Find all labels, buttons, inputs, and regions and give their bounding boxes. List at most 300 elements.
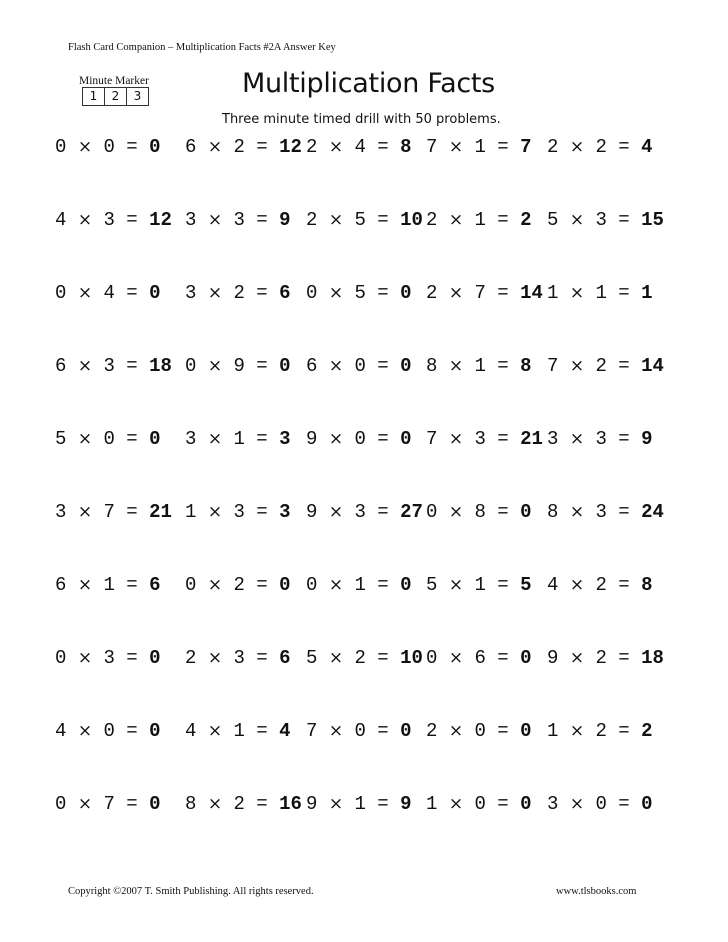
minute-marker-boxes	[82, 87, 149, 106]
times-sign: ×	[448, 429, 464, 449]
equals-sign: =	[126, 720, 138, 742]
problem	[306, 501, 423, 523]
equals-sign: =	[377, 136, 389, 158]
problem	[426, 720, 532, 742]
factor-a: 0	[55, 793, 67, 815]
problem	[55, 647, 161, 669]
answer: 24	[641, 501, 664, 523]
times-sign: ×	[77, 210, 93, 230]
factor-a: 6	[185, 136, 197, 158]
equals-sign: =	[126, 355, 138, 377]
answer: 0	[520, 501, 532, 523]
problem	[185, 355, 291, 377]
answer: 2	[641, 720, 653, 742]
equals-sign: =	[497, 501, 509, 523]
times-sign: ×	[448, 210, 464, 230]
document-header: Flash Card Companion – Multiplication Facts #2A Answer Key	[68, 42, 336, 53]
equals-sign: =	[497, 574, 509, 596]
factor-a: 1	[185, 501, 197, 523]
problem	[426, 501, 532, 523]
factor-a: 8	[185, 793, 197, 815]
equals-sign: =	[497, 720, 509, 742]
factor-a: 0	[185, 355, 197, 377]
factor-a: 0	[55, 136, 67, 158]
factor-a: 5	[426, 574, 438, 596]
equals-sign: =	[497, 793, 509, 815]
times-sign: ×	[207, 502, 223, 522]
problem	[185, 282, 291, 304]
factor-b: 0	[103, 720, 115, 742]
factor-b: 5	[354, 209, 366, 231]
factor-a: 3	[547, 428, 559, 450]
times-sign: ×	[328, 648, 344, 668]
factor-b: 0	[354, 355, 366, 377]
answer: 0	[520, 720, 532, 742]
answer: 9	[400, 793, 412, 815]
minute-box-2: 2	[104, 88, 126, 105]
factor-a: 7	[426, 136, 438, 158]
answer: 0	[520, 647, 532, 669]
factor-a: 2	[306, 209, 318, 231]
problem	[306, 428, 412, 450]
answer: 0	[400, 355, 412, 377]
equals-sign: =	[256, 501, 268, 523]
problem	[547, 574, 653, 596]
equals-sign: =	[497, 209, 509, 231]
page-subtitle: Three minute timed drill with 50 problems.	[222, 112, 501, 127]
problem	[426, 428, 543, 450]
answer: 15	[641, 209, 664, 231]
website-text: www.tlsbooks.com	[556, 886, 637, 897]
times-sign: ×	[207, 794, 223, 814]
answer: 1	[641, 282, 653, 304]
times-sign: ×	[328, 429, 344, 449]
factor-b: 2	[233, 574, 245, 596]
equals-sign: =	[126, 501, 138, 523]
problem	[185, 574, 291, 596]
answer: 9	[641, 428, 653, 450]
answer: 10	[400, 647, 423, 669]
problem	[55, 282, 161, 304]
problem	[306, 574, 412, 596]
problem	[306, 720, 412, 742]
factor-a: 3	[547, 793, 559, 815]
factor-a: 1	[426, 793, 438, 815]
problem	[547, 720, 653, 742]
times-sign: ×	[448, 502, 464, 522]
factor-b: 0	[474, 720, 486, 742]
factor-a: 8	[547, 501, 559, 523]
answer: 18	[149, 355, 172, 377]
factor-b: 1	[233, 428, 245, 450]
equals-sign: =	[377, 355, 389, 377]
factor-a: 0	[426, 647, 438, 669]
equals-sign: =	[126, 793, 138, 815]
factor-a: 6	[306, 355, 318, 377]
times-sign: ×	[328, 794, 344, 814]
equals-sign: =	[618, 647, 630, 669]
times-sign: ×	[448, 356, 464, 376]
factor-a: 7	[547, 355, 559, 377]
factor-b: 3	[595, 209, 607, 231]
answer: 9	[279, 209, 291, 231]
times-sign: ×	[569, 210, 585, 230]
equals-sign: =	[618, 282, 630, 304]
equals-sign: =	[256, 428, 268, 450]
problem	[185, 720, 291, 742]
factor-b: 3	[595, 428, 607, 450]
factor-b: 1	[595, 282, 607, 304]
equals-sign: =	[126, 574, 138, 596]
answer: 5	[520, 574, 532, 596]
times-sign: ×	[77, 575, 93, 595]
factor-a: 6	[55, 355, 67, 377]
times-sign: ×	[569, 575, 585, 595]
problem	[55, 793, 161, 815]
answer: 0	[400, 720, 412, 742]
factor-b: 1	[354, 574, 366, 596]
factor-a: 0	[55, 647, 67, 669]
factor-b: 7	[103, 793, 115, 815]
times-sign: ×	[207, 210, 223, 230]
answer: 12	[149, 209, 172, 231]
factor-a: 3	[185, 209, 197, 231]
factor-a: 1	[547, 720, 559, 742]
factor-a: 3	[185, 428, 197, 450]
factor-b: 7	[103, 501, 115, 523]
problem	[185, 501, 291, 523]
answer: 0	[400, 282, 412, 304]
factor-a: 9	[306, 428, 318, 450]
factor-a: 2	[306, 136, 318, 158]
equals-sign: =	[618, 574, 630, 596]
factor-b: 3	[354, 501, 366, 523]
factor-b: 0	[354, 428, 366, 450]
times-sign: ×	[448, 794, 464, 814]
answer: 2	[520, 209, 532, 231]
times-sign: ×	[448, 721, 464, 741]
times-sign: ×	[207, 283, 223, 303]
times-sign: ×	[328, 137, 344, 157]
problem	[306, 282, 412, 304]
times-sign: ×	[448, 575, 464, 595]
factor-b: 3	[474, 428, 486, 450]
factor-a: 4	[55, 209, 67, 231]
factor-b: 2	[595, 136, 607, 158]
factor-a: 5	[306, 647, 318, 669]
factor-b: 2	[595, 647, 607, 669]
factor-a: 4	[547, 574, 559, 596]
factor-a: 6	[55, 574, 67, 596]
equals-sign: =	[618, 720, 630, 742]
factor-a: 4	[55, 720, 67, 742]
problem	[547, 136, 653, 158]
answer: 0	[149, 282, 161, 304]
times-sign: ×	[77, 137, 93, 157]
factor-b: 1	[474, 355, 486, 377]
equals-sign: =	[618, 793, 630, 815]
factor-a: 2	[426, 209, 438, 231]
factor-a: 2	[426, 282, 438, 304]
factor-a: 7	[426, 428, 438, 450]
problem	[185, 428, 291, 450]
equals-sign: =	[256, 209, 268, 231]
factor-b: 2	[233, 793, 245, 815]
answer: 3	[279, 501, 291, 523]
equals-sign: =	[256, 355, 268, 377]
problem	[426, 355, 532, 377]
factor-b: 0	[595, 793, 607, 815]
factor-a: 2	[426, 720, 438, 742]
times-sign: ×	[328, 283, 344, 303]
factor-a: 0	[185, 574, 197, 596]
problem	[426, 647, 532, 669]
answer: 0	[400, 428, 412, 450]
factor-b: 0	[103, 136, 115, 158]
times-sign: ×	[77, 502, 93, 522]
factor-b: 1	[474, 574, 486, 596]
times-sign: ×	[448, 283, 464, 303]
answer: 14	[520, 282, 543, 304]
factor-b: 3	[233, 209, 245, 231]
equals-sign: =	[126, 136, 138, 158]
equals-sign: =	[256, 720, 268, 742]
problem	[55, 574, 161, 596]
factor-b: 0	[354, 720, 366, 742]
times-sign: ×	[569, 502, 585, 522]
factor-a: 8	[426, 355, 438, 377]
factor-b: 0	[474, 793, 486, 815]
times-sign: ×	[207, 429, 223, 449]
problem	[306, 209, 423, 231]
times-sign: ×	[328, 575, 344, 595]
factor-b: 3	[595, 501, 607, 523]
problem	[426, 136, 532, 158]
equals-sign: =	[126, 428, 138, 450]
times-sign: ×	[77, 283, 93, 303]
problem	[306, 355, 412, 377]
factor-b: 5	[354, 282, 366, 304]
answer: 0	[279, 574, 291, 596]
problem	[55, 720, 161, 742]
factor-a: 2	[547, 136, 559, 158]
problem	[547, 647, 664, 669]
times-sign: ×	[328, 356, 344, 376]
factor-a: 5	[55, 428, 67, 450]
times-sign: ×	[207, 721, 223, 741]
problem	[185, 209, 291, 231]
factor-a: 3	[185, 282, 197, 304]
answer: 6	[279, 282, 291, 304]
minute-marker-label: Minute Marker	[79, 75, 149, 87]
factor-a: 1	[547, 282, 559, 304]
answer: 21	[149, 501, 172, 523]
factor-b: 1	[474, 136, 486, 158]
answer: 3	[279, 428, 291, 450]
equals-sign: =	[497, 428, 509, 450]
answer: 21	[520, 428, 543, 450]
equals-sign: =	[497, 136, 509, 158]
equals-sign: =	[126, 282, 138, 304]
equals-sign: =	[256, 282, 268, 304]
equals-sign: =	[256, 574, 268, 596]
answer: 27	[400, 501, 423, 523]
problem	[185, 793, 302, 815]
answer: 4	[279, 720, 291, 742]
times-sign: ×	[77, 721, 93, 741]
problem	[306, 647, 423, 669]
equals-sign: =	[377, 574, 389, 596]
problem	[547, 501, 664, 523]
problem	[185, 647, 291, 669]
factor-b: 1	[103, 574, 115, 596]
factor-a: 9	[306, 501, 318, 523]
answer: 14	[641, 355, 664, 377]
factor-b: 2	[595, 355, 607, 377]
problem	[55, 501, 172, 523]
equals-sign: =	[618, 136, 630, 158]
equals-sign: =	[497, 282, 509, 304]
problem	[55, 428, 161, 450]
factor-b: 2	[233, 282, 245, 304]
equals-sign: =	[618, 209, 630, 231]
times-sign: ×	[569, 794, 585, 814]
factor-b: 0	[103, 428, 115, 450]
answer: 8	[520, 355, 532, 377]
factor-b: 3	[233, 501, 245, 523]
factor-b: 3	[103, 355, 115, 377]
times-sign: ×	[77, 356, 93, 376]
minute-box-3: 3	[126, 88, 148, 105]
times-sign: ×	[328, 721, 344, 741]
factor-b: 1	[354, 793, 366, 815]
factor-b: 2	[595, 720, 607, 742]
answer: 12	[279, 136, 302, 158]
equals-sign: =	[256, 136, 268, 158]
factor-b: 2	[354, 647, 366, 669]
factor-b: 6	[474, 647, 486, 669]
answer: 0	[149, 647, 161, 669]
factor-a: 3	[55, 501, 67, 523]
equals-sign: =	[497, 355, 509, 377]
factor-a: 0	[426, 501, 438, 523]
factor-a: 0	[55, 282, 67, 304]
equals-sign: =	[126, 647, 138, 669]
factor-b: 9	[233, 355, 245, 377]
answer: 0	[279, 355, 291, 377]
problem	[547, 282, 653, 304]
problem	[55, 136, 161, 158]
equals-sign: =	[377, 720, 389, 742]
factor-b: 4	[354, 136, 366, 158]
factor-b: 7	[474, 282, 486, 304]
factor-a: 9	[547, 647, 559, 669]
answer: 6	[149, 574, 161, 596]
page-title: Multiplication Facts	[242, 68, 495, 99]
equals-sign: =	[377, 282, 389, 304]
answer: 0	[149, 793, 161, 815]
factor-b: 2	[233, 136, 245, 158]
equals-sign: =	[377, 793, 389, 815]
times-sign: ×	[569, 137, 585, 157]
factor-b: 3	[103, 647, 115, 669]
times-sign: ×	[207, 356, 223, 376]
times-sign: ×	[569, 648, 585, 668]
problem	[547, 209, 664, 231]
factor-a: 4	[185, 720, 197, 742]
times-sign: ×	[569, 356, 585, 376]
equals-sign: =	[256, 647, 268, 669]
factor-b: 1	[474, 209, 486, 231]
times-sign: ×	[207, 648, 223, 668]
answer: 4	[641, 136, 653, 158]
equals-sign: =	[256, 793, 268, 815]
problem	[185, 136, 302, 158]
equals-sign: =	[618, 355, 630, 377]
times-sign: ×	[207, 575, 223, 595]
answer: 0	[400, 574, 412, 596]
copyright-text: Copyright ©2007 T. Smith Publishing. All rights reserved.	[68, 886, 314, 897]
factor-a: 0	[306, 282, 318, 304]
answer: 7	[520, 136, 532, 158]
times-sign: ×	[207, 137, 223, 157]
times-sign: ×	[448, 648, 464, 668]
factor-b: 2	[595, 574, 607, 596]
equals-sign: =	[377, 209, 389, 231]
problem	[547, 355, 664, 377]
equals-sign: =	[497, 647, 509, 669]
factor-b: 8	[474, 501, 486, 523]
problem	[306, 136, 412, 158]
answer: 0	[149, 720, 161, 742]
times-sign: ×	[77, 794, 93, 814]
answer: 0	[149, 136, 161, 158]
factor-a: 9	[306, 793, 318, 815]
problem	[55, 355, 172, 377]
problem	[547, 793, 653, 815]
equals-sign: =	[377, 428, 389, 450]
minute-box-1: 1	[89, 89, 98, 103]
times-sign: ×	[77, 429, 93, 449]
answer: 8	[400, 136, 412, 158]
factor-a: 2	[185, 647, 197, 669]
equals-sign: =	[377, 647, 389, 669]
problem	[426, 282, 543, 304]
answer: 16	[279, 793, 302, 815]
answer: 8	[641, 574, 653, 596]
factor-b: 1	[233, 720, 245, 742]
answer: 0	[641, 793, 653, 815]
times-sign: ×	[77, 648, 93, 668]
problem	[55, 209, 172, 231]
equals-sign: =	[618, 501, 630, 523]
factor-b: 3	[103, 209, 115, 231]
equals-sign: =	[377, 501, 389, 523]
answer: 0	[520, 793, 532, 815]
answer: 6	[279, 647, 291, 669]
equals-sign: =	[126, 209, 138, 231]
factor-b: 3	[233, 647, 245, 669]
times-sign: ×	[569, 721, 585, 741]
factor-b: 4	[103, 282, 115, 304]
times-sign: ×	[569, 283, 585, 303]
answer: 10	[400, 209, 423, 231]
problem	[547, 428, 653, 450]
factor-a: 5	[547, 209, 559, 231]
times-sign: ×	[448, 137, 464, 157]
equals-sign: =	[618, 428, 630, 450]
times-sign: ×	[328, 210, 344, 230]
